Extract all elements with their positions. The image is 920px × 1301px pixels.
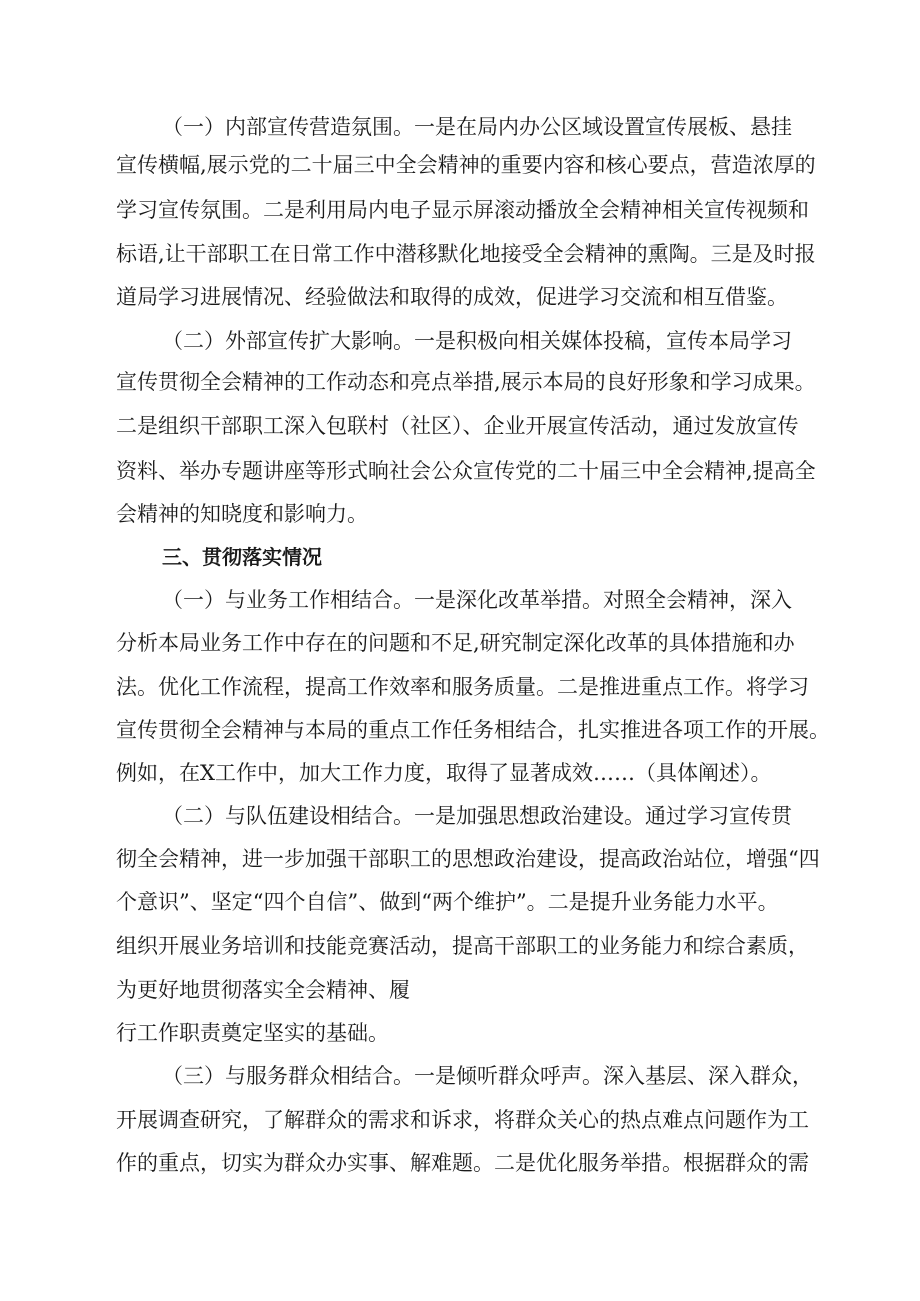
text-line: 作的重点，切实为群众办实事、解难题。二是优化服务举措。根据群众的需 — [116, 1151, 809, 1175]
text-line: 彻全会精神，进一步加强干部职工的思想政治建设，提高政治站位，增强“四 — [116, 847, 820, 871]
text-line: （一）内部宣传营造氛围。一是在局内办公区域设置宣传展板、悬挂 — [162, 115, 792, 139]
text-line: 开展调查研究，了解群众的需求和诉求，将群众关心的热点难点问题作为工 — [116, 1108, 809, 1132]
text-line: （二）与队伍建设相结合。一是加强思想政治建设。通过学习宣传贯 — [162, 804, 792, 828]
text-line: 组织开展业务培训和技能竞赛活动，提高干部职工的业务能力和综合素质， — [116, 934, 809, 958]
text-line: （二）外部宣传扩大影响。一是积极向相关媒体投稿，宣传本局学习 — [162, 329, 792, 353]
text-line: 宣传贯彻全会精神与本局的重点工作任务相结合，扎实推进各项工作的开展。 — [116, 718, 830, 742]
text-line: 宣传横幅,展示党的二十届三中全会精神的重要内容和核心要点，营造浓厚的 — [116, 153, 816, 177]
text-line: 个意识”、坚定“四个自信”、做到“两个维护”。二是提升业务能力水平。 — [116, 890, 779, 914]
text-line: 行工作职责奠定坚实的基础。 — [116, 1021, 389, 1045]
text-line: 例如，在X工作中，加大工作力度，取得了显著成效……（具体阐述）。 — [116, 761, 772, 785]
text-line: 道局学习进展情况、经验做法和取得的成效，促进学习交流和相互借鉴。 — [116, 285, 788, 309]
text-line: 为更好地贯彻落实全会精神、履 — [116, 978, 410, 1002]
text-line: 学习宣传氛围。二是利用局内电子显示屏滚动播放全会精神相关宣传视频和 — [116, 198, 809, 222]
text-line: 分析本局业务工作中存在的问题和不足,研究制定深化改革的具体措施和办 — [116, 631, 795, 655]
text-line: 资料、举办专题讲座等形式晌社会公众宣传党的二十届三中全会精神,提高全 — [116, 459, 816, 483]
text-line: 宣传贯彻全会精神的工作动态和亮点举措,展示本局的良好形象和学习成果。 — [116, 370, 816, 394]
text-line: 会精神的知晓度和影响力。 — [116, 502, 368, 526]
section-heading: 三、贯彻落实情况 — [162, 545, 322, 569]
text-line: 二是组织干部职工深入包联村（社区）、企业开展宣传活动，通过发放宣传 — [116, 414, 799, 438]
text-line: 法。优化工作流程，提高工作效率和服务质量。二是推进重点工作。将学习 — [116, 675, 809, 699]
text-line: （三）与服务群众相结合。一是倾听群众呼声。深入基层、深入群众， — [162, 1064, 813, 1088]
text-line: （一）与业务工作相结合。一是深化改革举措。对照全会精神，深入 — [162, 588, 792, 612]
text-line: 标语,让干部职工在日常工作中潜移默化地接受全会精神的熏陶。三是及时报 — [116, 242, 816, 266]
